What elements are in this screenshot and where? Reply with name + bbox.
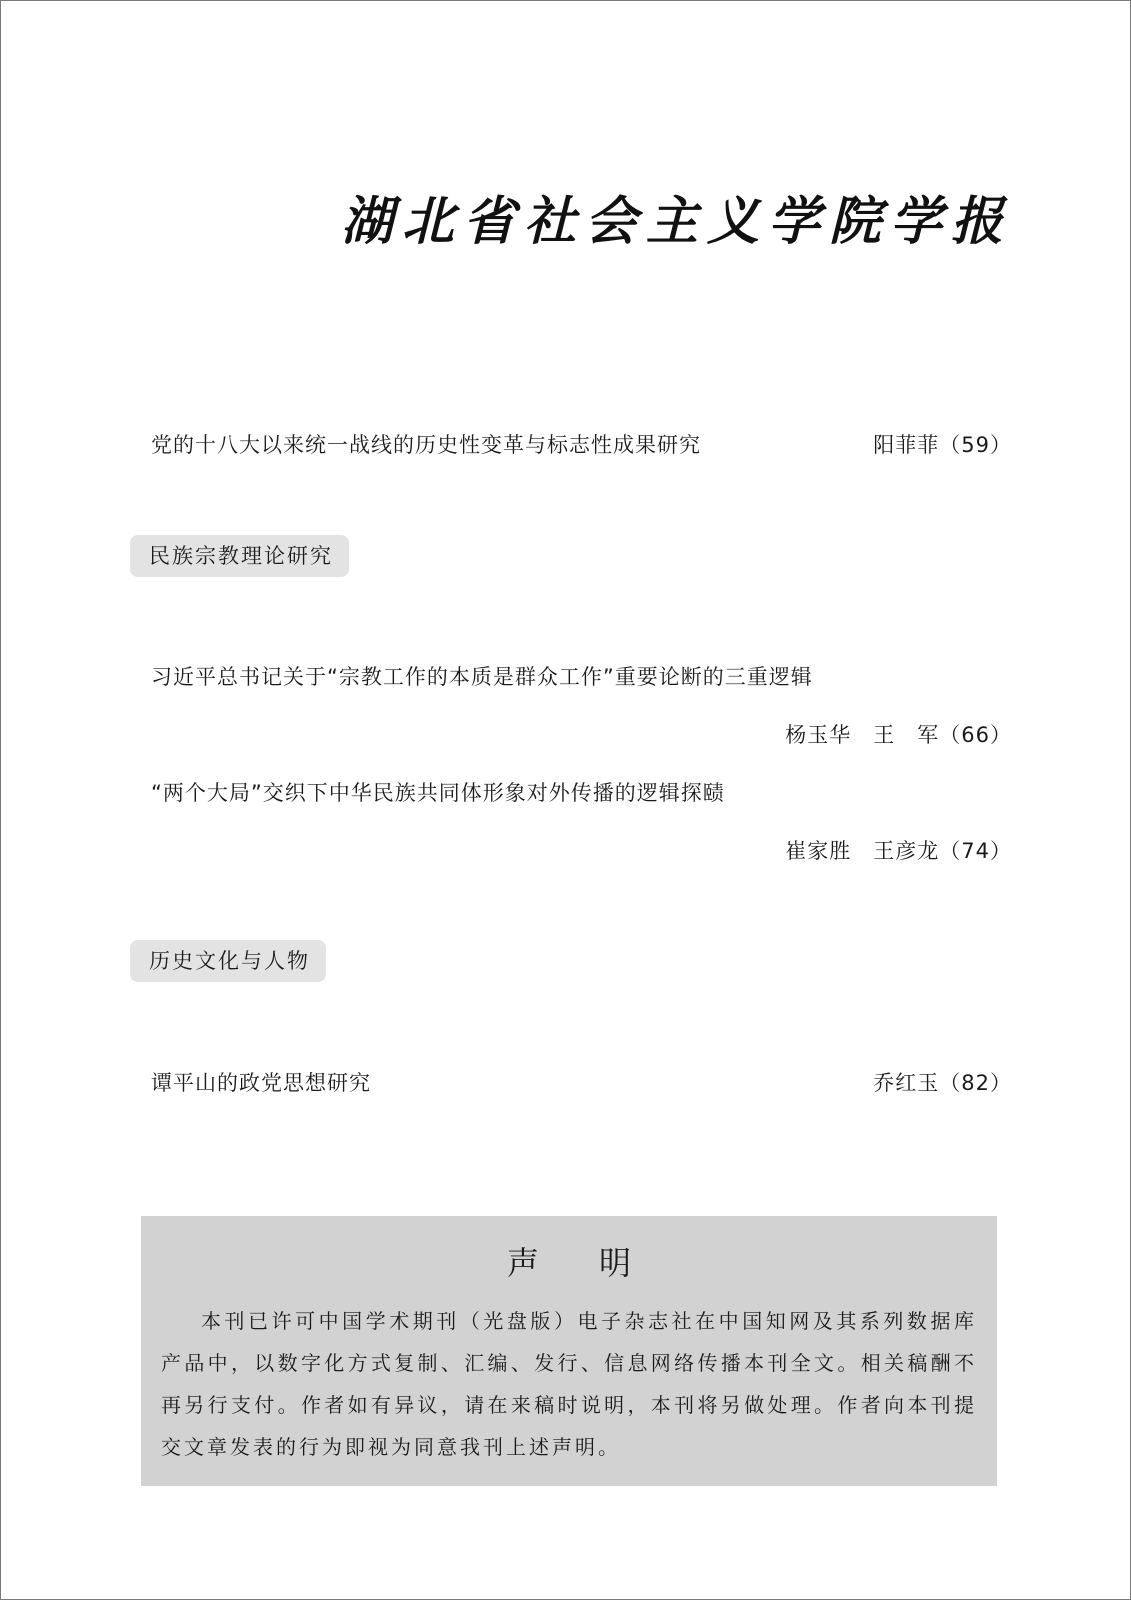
toc-entry-title: 谭平山的政党思想研究 bbox=[151, 1071, 371, 1095]
notice-title: 声明 bbox=[506, 1244, 691, 1282]
toc-entry-authors: 阳菲菲 bbox=[873, 433, 940, 457]
notice-body: 本刊已许可中国学术期刊（光盘版）电子杂志社在中国知网及其系列数据库产品中，以数字化方式复制、汇编、发行、信息网络传播本刊全文。相关稿酬不再另行支付。作者如有异议，请在来稿时说明，本刊将另做处理。作者向本刊提交文章发表的行为即视为同意我刊上述声明。 bbox=[161, 1309, 977, 1459]
copyright-notice-box bbox=[141, 1216, 997, 1486]
toc-entry[interactable] bbox=[151, 429, 1012, 459]
toc-entry-authors: 杨玉华 王 军 bbox=[785, 723, 940, 747]
toc-entry-authors: 崔家胜 王彦龙 bbox=[785, 839, 940, 863]
toc-entry-authors: 乔红玉 bbox=[873, 1071, 940, 1095]
toc-entry[interactable] bbox=[151, 661, 1012, 691]
journal-title: 湖北省社会主义学院学报 bbox=[340, 191, 1012, 252]
toc-entry-meta bbox=[873, 1067, 1012, 1097]
toc-entry[interactable] bbox=[151, 777, 1012, 807]
toc-entry-meta bbox=[873, 429, 1012, 459]
toc-entry-page: （82） bbox=[939, 1071, 1012, 1095]
toc-entry-title: 习近平总书记关于“宗教工作的本质是群众工作”重要论断的三重逻辑 bbox=[151, 665, 813, 689]
section-header-ethnic-religious: 民族宗教理论研究 bbox=[130, 535, 349, 577]
toc-entry-page: （66） bbox=[939, 723, 1012, 747]
toc-entry-meta bbox=[151, 835, 1012, 865]
toc-entry[interactable] bbox=[151, 1067, 1012, 1097]
toc-entry-page: （59） bbox=[939, 433, 1012, 457]
toc-entry-page: （74） bbox=[939, 839, 1012, 863]
toc-entry-title: 党的十八大以来统一战线的历史性变革与标志性成果研究 bbox=[151, 433, 701, 457]
toc-entry-meta bbox=[151, 719, 1012, 749]
section-header-history-culture: 历史文化与人物 bbox=[130, 940, 326, 982]
toc-entry-title: “两个大局”交织下中华民族共同体形象对外传播的逻辑探赜 bbox=[151, 781, 725, 805]
